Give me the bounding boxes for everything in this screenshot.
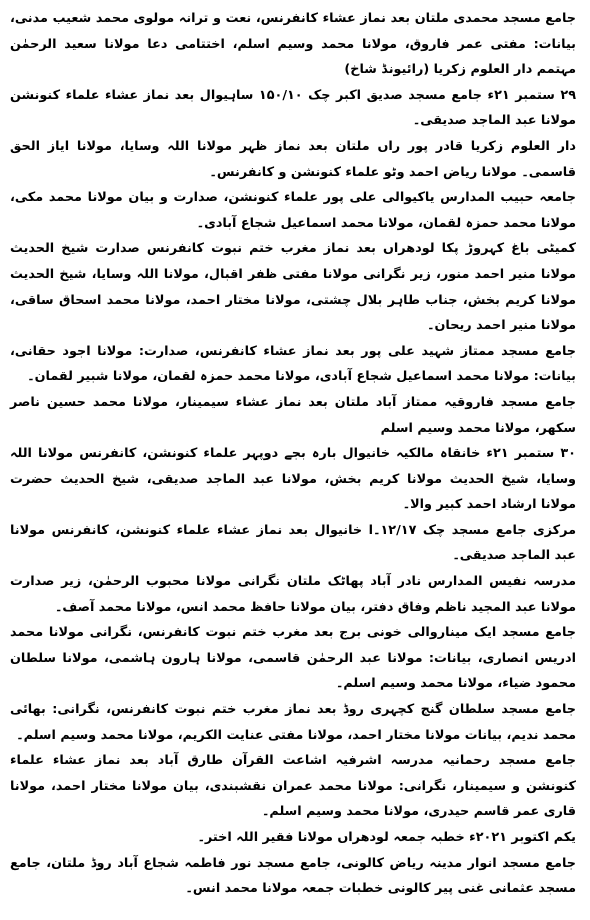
program-entry: جامعہ حبیب المدارس یاکیوالی علی پور علماء کنونشن، صدارت و بیان مولانا محمد مکی، مولانا محمد حمزہ لقمان، مولانا محمد اسماعیل شجاع آبادی۔ [10, 190, 576, 231]
program-entry: جامع مسجد رحمانیہ مدرسہ اشرفیہ اشاعت القرآن طارق آباد بعد نماز عشاء علماء کنونشن و سیمینار، نگرانی: مولانا محمد عمران نقشبندی، بیان مولانا مختار احمد، مولانا قاری عمر قاسم حیدری، مولانا محمد وسیم اسلم۔ [10, 753, 576, 820]
program-entry: جامع مسجد ایک میناروالی خونی برج بعد مغرب ختم نبوت کانفرنس، نگرانی مولانا محمد ادریس انصاری، بیانات: مولانا عبد الرحمٰن قاسمی، مولانا ہارون ہاشمی، مولانا سلطان محمود ضیاء، مولانا محمد وسیم اسلم۔ [10, 625, 576, 692]
program-entry: کمیٹی باغ کہروڑ پکا لودھراں بعد نماز مغرب ختم نبوت کانفرنس صدارت شیخ الحدیث مولانا منیر احمد منور، زیر نگرانی مولانا مفتی ظفر اقبال، مولانا اللہ وسایا، شیخ الحدیث مولانا کریم بخش، جناب طاہر بلال چشتی، مولانا مختار احمد، مولانا محمد اسحاق ساقی، مولانا منیر احمد ریحان۔ [10, 241, 576, 334]
program-entry: دار العلوم زکریا قادر پور راں ملتان بعد نماز ظہر مولانا اللہ وسایا، مولانا ایاز الحق قاسمی۔ مولانا ریاض احمد وٹو علماء کنونشن و کانفرنس۔ [10, 138, 576, 180]
program-entry: جامع مسجد محمدی ملتان بعد نماز عشاء کانفرنس، نعت و ترانہ مولوی محمد شعیب مدنی، بیانات: مفتی عمر فاروق، مولانا محمد وسیم اسلم، اختتامی دعا مولانا سعید الرحمٰن مہتمم دار العلوم زکریا (رائیونڈ شاخ) [10, 11, 576, 78]
program-entry: جامع مسجد ممتاز شہید علی پور بعد نماز عشاء کانفرنس، صدارت: مولانا اجود حقانی، بیانات: مولانا محمد اسماعیل شجاع آبادی، مولانا محمد حمزہ لقمان، مولانا شبیر لقمان۔ [10, 343, 576, 385]
program-entry: ۲۹ ستمبر ۲۱ء جامع مسجد صدیق اکبر چک ۱۵۰/۱۰ ساہیوال بعد نماز عشاء علماء کنونشن مولانا عبد الماجد صدیقی۔ [10, 87, 577, 129]
program-entry: مدرسہ نفیس المدارس نادر آباد پھاٹک ملتان نگرانی مولانا محبوب الرحمٰن، زیر صدارت مولانا عبد المجید ناظم وفاق دفتر، بیان مولانا حافظ محمد انس، مولانا محمد آصف۔ [10, 574, 576, 615]
program-entry: ۳۰ ستمبر ۲۱ء خانقاہ مالکیہ خانیوال بارہ بجے دوپہر علماء کنونشن، کانفرنس مولانا اللہ وسایا، شیخ الحدیث مولانا کریم بخش، مولانا عبد الماجد صدیقی، شیخ الحدیث حضرت مولانا ارشاد احمد کبیر والا۔ [10, 446, 576, 513]
program-entry: مرکزی جامع مسجد چک ۱۲/۱۷۔ا خانیوال بعد نماز عشاء علماء کنونشن، کانفرنس مولانا عبد الماجد صدیقی۔ [10, 522, 576, 564]
program-entry: جامع مسجد فاروقیہ ممتاز آباد ملتان بعد نماز عشاء سیمینار، مولانا محمد حسین ناصر سکھر، مولانا محمد وسیم اسلم [10, 394, 576, 436]
program-entry: یکم اکتوبر ۲۰۲۱ء خطبہ جمعہ لودھراں مولانا فقیر اللہ اختر۔ [197, 830, 576, 845]
program-entry: جامع مسجد انوار مدینہ ریاض کالونی، جامع مسجد نور فاطمہ شجاع آباد روڈ ملتان، جامع مسجد عثمانی غنی پیر کالونی خطبات جمعہ مولانا محمد انس۔ [10, 855, 576, 897]
program-entry: جامع مسجد سلطان گنج کچہری روڈ بعد نماز مغرب ختم نبوت کانفرنس، نگرانی: بھائی محمد ندیم، بیانات مولانا مختار احمد، مولانا مفتی عنایت الکریم، مولانا محمد وسیم اسلم۔ [10, 702, 576, 743]
